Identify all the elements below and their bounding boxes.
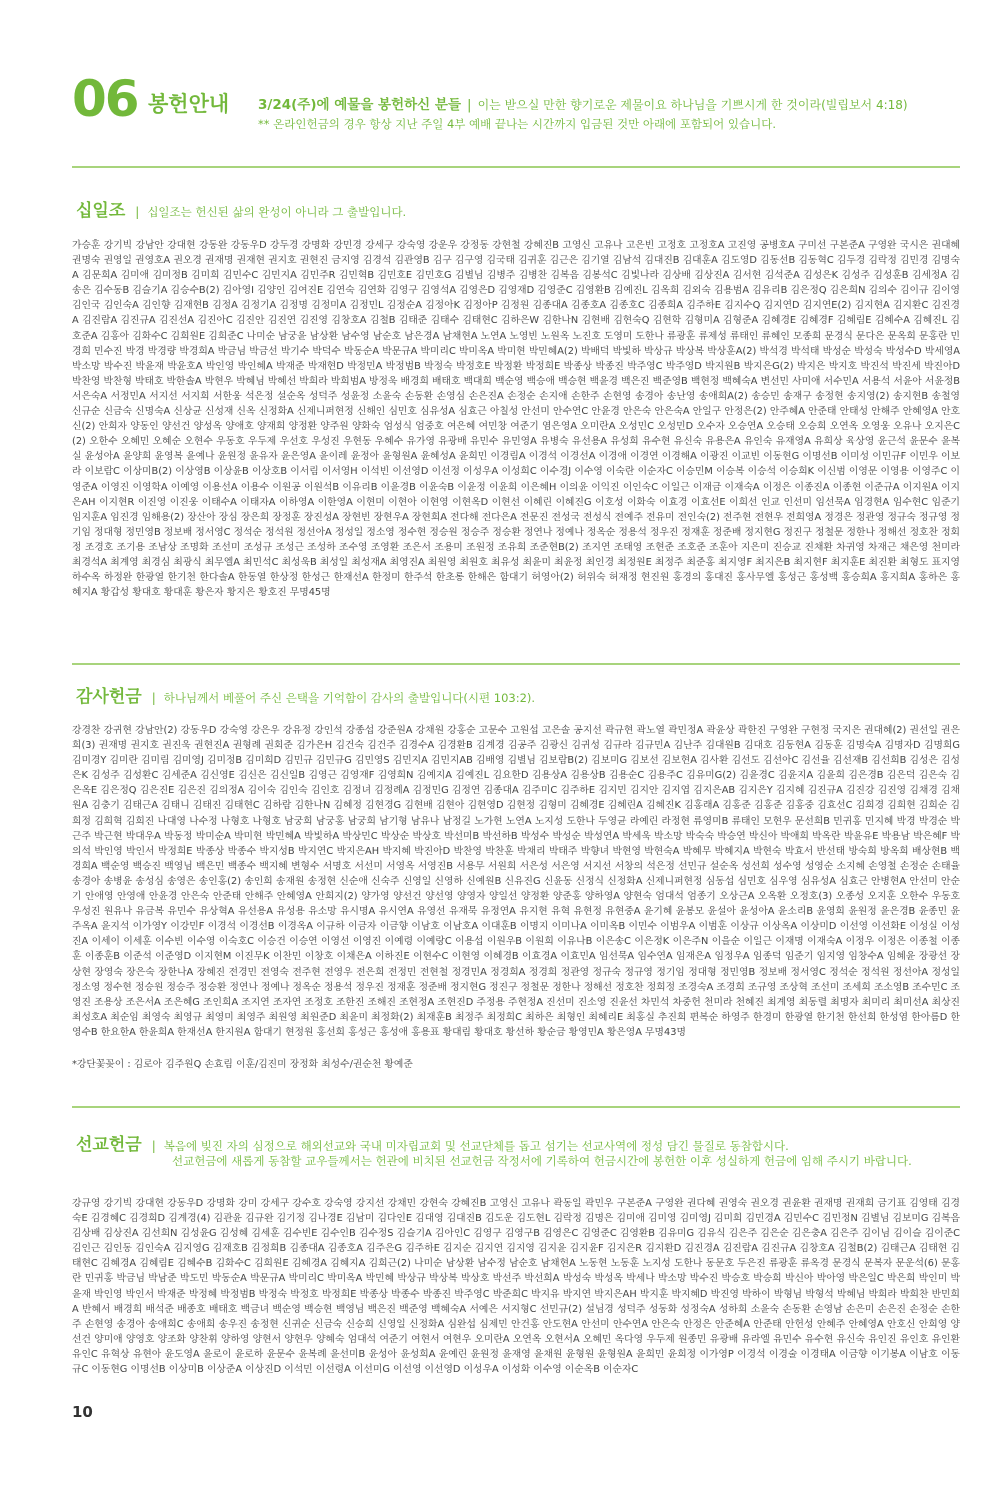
section-number: 06 [72, 70, 138, 128]
altar-flowers-footnote: *강단꽃꽂이 : 김로아 김주원Q 손효림 이훈/김진미 장정화 최성수/권순천 황예준 [72, 1059, 413, 1070]
mission-names-list: 강규영 강기빅 강대현 강동우D 강명화 강미 강세구 강수호 강숙영 강지선 강채민 강현숙 강혜진B 고영신 고유나 곽동일 곽민우 구본준A 구영완 권다혜 권영숙 권오경 권윤환 권재명 권재희 금기표 김영태 김경숙E 김경혜C 김경희D 김계경(4) 김관윤 김규완 김기정 김나경E 김남미 김다인E 김대영 김대진B 김도운 김도현L 김락정 김명은 김미애 김미영 김미영J 김미희 김민경A 김민수C 김민정N 김별님 김보미G 김복음 김상배 김상진A 김선희N 김성윤G 김성혜 김세훈 김수빈E 김수인B 김수정S 김슬기A 김아인C 김영구 김영구B 김영은C 김영준C 김영환B 김유미G 김유식 김은주 김은순 김은충A 김은주 김이님 김이슬 김이준C 김인근 김인동 김인숙A 김지영G 김재호B 김정희B 김종대A 김종호A 김주은G 김주하E 김지순 김지연 김지영 김지윤 김지윤F 김지은R 김지환D 김진경A 김진람A 김진규A 김창호A 김철B(2) 김태근A 김태현 김태현C 김혜경A 김혜림E 김혜수B 김화수C 김희원E 김혜경A 김혜지A 김희근(2) 나미순 남상환 남수정 남순호 남채현A 노동현 노동훈 노지성 도한나 동문호 두은진 류광훈 류옥경 문경식 문복자 문운석(6) 문홍란 민귀홍 박금님 박남준 박도민 박동순A 박문규A 박미리C 박미옥A 박민혜 박상규 박상복 박상호 박선주 박선희A 박성숙 박성옥 박세나 박소망 박수진 박승호 박승희 박신아 박아영 박은일C 박은희 박인미 박윤재 박인영 박인서 박재준 박정혜 박정범B 박정숙 박정호 박정희E 박종상 박종수 박종진 박주영C 박준희C 박지유 박지연 박지은AH 박지훈 박지혜D 박진영 박하이 박형님 박형석 박혜님 박희라 박희찬 반민희A 반혜서 배경희 배석준 배종호 배태호 백금녀 백순영 백승현 백영님 백은진 백준영 백혜숙A 서예은 서지형C 선민규(2) 설님경 성덕주 성동화 성정숙A 성하희 소윤숙 손동환 손영남 손은미 손은진 손정순 손한주 손현영 송경아 송애희C 송애희 송우진 송정현 신귀순 신금숙 신승희 신영일 신정화A 심완섭 심제민 안건홍 안도현A 안선미 안수연A 안은숙 안정은 안준혜A 안준태 안헌성 안혜주 안혜영A 안호신 안희영 양선건 양미애 양영호 양조화 양찬휘 양하영 양현서 양현우 양혜숙 엄대석 여준기 여현서 여현우 오미란A 오연옥 오현서A 오혜민 옥다영 우두제 원종민 유광배 유라엘 유민수 유수현 유신숙 유인진 유인호 유인환 유인C 유혁상 유현아 윤도영A 윤로이 윤로하 윤문수 윤복례 윤선미B 윤성아 윤성희A 윤예린 윤원정 윤재영 윤채원 윤형원 윤형원A 윤희민 윤희정 이가영P 이경석 이경술 이경태A 이금향 이기봉A 이남호 이동규C 이동현G 이명선B 이상미B 이상준A 이상진D 이석민 이선령A 이선미G 이선영 이선영D 이성우A 이성화 이수영 이순옥B 이순자C [72, 1198, 960, 1376]
subtitle-date: 3/24(주)에 예물을 봉헌하신 분들 [258, 97, 462, 113]
mission-title: 선교헌금 [76, 1135, 142, 1155]
tithe-names-list: 가승훈 강기빅 강남안 강대현 강동완 강동우D 강두경 강명화 강민경 강세구 강숙영 강운우 강정동 강현철 강혜진B 고영신 고유나 고은빈 고정호 고정호A 고진영 공병호A 구미선 구본준A 구영완 국시은 권대혜 권명숙 권영일 권영호A 권오경 권재명 권재현 권지호 권현진 금지영 김경석 김관영B 김구 김구영 김국태 김귀훈 김근은 김기열 김남석 김대진B 김대훈A 김도영D 김동선B 김동혁C 김두경 김락정 김민경 김명숙A 김문희A 김미애 김미정B 김미희 김민수C 김민지A 김민주R 김민혁B 김민호E 김민호G 김별님 김병주 김병찬 김복음 김봉석C 김빛나라 김상배 김상진A 김서현 김석준A 김성은K 김성주 김성훈B 김세정A 김송은 김수동B 김슬기A 김승수B(2) 김아영I 김양인 김여진E 김연숙 김연화 김영구 김영석A 김영은D 김영재D 김영준C 김영환B 김예진L 김옥희 김외숙 김용범A 김유리B 김은정Q 김은희N 김의수 김이규 김이영 김인국 김인숙A 김인향 김재현B 김정A 김정기A 김정명 김정미A 김정민L 김정순A 김정아K 김정아P 김정원 김종대A 김종호A 김종호C 김종희A 김주하E 김지수Q 김지연D 김지연E(2) 김지현A 김지환C 김진경A 김진람A 김진규A 김진선A 김진아C 김진안 김진연 김진영 김창호A 김철B 김태준 김태수 김태현C 김하은W 김한나N 김현배 김현숙Q 김현학 김형미A 김형준A 김혜경E 김혜경F 김혜림E 김혜수A 김혜진L 김호준A 김홍아 김화수C 김희원E 김희준C 나미순 남궁윤 남상환 남수영 남순호 남은경A 남채현A 노연A 노영빈 노원옥 노진호 도영미 도한나 류광훈 류제성 류태인 류혜인 모종희 문경식 문다은 문옥희 문홍란 민경희 민수진 박경 박경량 박경희A 박금님 박금선 박기수 박덕수 박동순A 박문규A 박미리C 박미옥A 박미현 박민혜A(2) 박배덕 박빛하 박상규 박상복 박상훈A(2) 박석경 박석태 박성순 박성숙 박성수D 박세영A 박소망 박수진 박윤재 박윤호A 박인영 박인혜A 박재준 박재현D 박정민A 박정범B 박정숙 박정호E 박정환 박정희E 박종상 박종진 박주영C 박주영D 박지원B 박지은G(2) 박지은 박지호 박진석 박진세 박진아D 박찬영 박찬형 박태호 박한솔A 박현우 박혜님 박혜선 박희라 박희범A 방정욱 배경희 배태호 백대희 백순영 백승애 백승현 백윤경 백은진 백준영B 백현정 백혜숙A 변선민 사미애 서수민A 서용석 서윤아 서윤정B 서은숙A 서정민A 서지선 서지희 서한웅 석은정 설순옥 성덕주 성윤정 소윤숙 손동환 손영심 손은진A 손정순 손지애 손한주 손현영 송경아 송난영 송애희A(2) 송승민 송재구 송정현 송지영(2) 송지현B 송철영 신규순 신금숙 신명숙A 신상균 신성재 신옥 신정화A 신제니퍼현정 신해인 심민호 심유성A 심효근 아칠성 안선미 안수연C 안윤경 안은숙 안은숙A 안일구 안정은(2) 안주혜A 안준태 안태성 안해주 안혜영A 안호신(2) 안희자 양동인 양선건 양성옥 양애호 양재희 양정환 양주원 양화숙 엄성식 엄중호 여은혜 여민창 여준기 염은영A 오미란A 오성민C 오성민D 오수자 오승연A 오승태 오승희 오연옥 오영웅 오유나 오지은C(2) 오한수 오혜민 오혜순 오현수 우동호 우두제 우선호 우성진 우현동 우혜수 유가영 유광배 유민수 유민영A 유병숙 유선용A 유성희 유수현 유신숙 유용은A 유인숙 유재영A 유희상 육상영 윤근석 윤문수 윤복실 윤성아A 윤양희 윤영복 윤예나 윤원정 윤유자 윤은영A 윤이레 윤정아 윤형원A 윤혜성A 윤희민 이경림A 이경석 이경선A 이경애 이경연 이경해A 이광진 이교빈 이동현G 이명선B 이미성 이민규F 이민우 이보라 이보람C 이상미B(2) 이상영B 이상윤B 이상호B 이서림 이서영H 이석빈 이선영D 이선정 이성우A 이성희C 이수경J 이수영 이숙란 이순자C 이승민M 이승복 이승석 이승희K 이신범 이영문 이영용 이영주C 이영준A 이영진 이영학A 이예영 이용선A 이용수 이원공 이원석B 이유리B 이윤경B 이윤숙B 이윤정 이윤희 이은혜H 이의윤 이익진 이인숙C 이일근 이재금 이재숙A 이정은 이종진A 이종현 이준규A 이지원A 이지은AH 이지현R 이진영 이진웅 이태수A 이태자A 이하영A 이한영A 이현미 이현아 이현영 이현옥D 이현선 이혜린 이혜진G 이호성 이화숙 이효경 이효선E 이희선 인교 인선미 임선묵A 임경현A 임수현C 임준기 임지훈A 임진경 임해용(2) 장산아 장심 장은희 장정훈 장진성A 장현빈 장현우A 장현희A 전다해 전다은A 전문진 전성국 전성식 전예주 전유미 전인숙(2) 전주현 전현우 전희영A 정경은 정관영 정규숙 정규영 정기임 정대형 정민영B 정보배 정서영C 정석순 정석원 정선아A 정성일 정소영 정수현 정승원 정승주 정승환 정연나 정예나 정옥순 정용석 정우진 정재훈 정준배 정지현G 정진구 정철문 정한나 정해선 정호찬 정회정 조경호 조기용 조남상 조명화 조선미 조성규 조성근 조성하 조수영 조영환 조은서 조용미 조원정 조유희 조준현B(2) 조지연 조태영 조현준 조호준 조훈아 지은미 진승교 진채환 차귀영 차재근 채은영 천미라 최경석A 최계영 최경심 최광식 최무엘A 최민석C 최성욱B 최성일 최성재A 최영진A 최원영 최원호 최유성 최윤미 최윤정 최인경 최정원E 최정주 최준홍 최지영F 최지은B 최지현F 최지훈E 최진환 최형도 표지영 하수옥 하정완 한광열 한기천 한다솔A 한동열 한상정 한성근 한재선A 한정미 한주석 한초롱 한해은 함대기 허영아(2) 허위숙 허재정 현진원 홍경의 홍대진 홍사무엘 홍성근 홍성백 홍승희A 홍지희A 홍하은 홍혜지A 황갑성 황대호 황대훈 황은자 황지은 황호진 무명45명 [72, 240, 960, 599]
page-header [72, 70, 952, 138]
thanks-title: 감사헌금 [76, 687, 142, 707]
tithe-description: 십일조는 헌신된 삶의 완성이 아니라 그 출발입니다. [147, 205, 407, 219]
thanks-description: 하나님께서 베풀어 주신 은택을 기억함이 감사의 출발입니다(시편 103:2). [163, 691, 536, 705]
online-offering-note: ** 온라인헌금의 경우 항상 지난 주일 4부 예배 끝나는 시간까지 입금된 것만 아래에 포함되어 있습니다. [258, 117, 777, 131]
subtitle-verse: 이는 받으실 만한 향기로운 제물이요 하나님을 기쁘시게 한 것이라(빌립보서 4:18) [477, 98, 908, 112]
page-number: 10 [72, 1403, 93, 1421]
thanks-section-header [76, 682, 535, 707]
separator-bar: | [135, 205, 140, 219]
divider [72, 1106, 960, 1108]
thanks-names-list: 강경찬 강귀현 강남안(2) 강동우D 강숙영 강은우 강유정 강인석 강종섭 강준원A 강채원 강홍순 고문수 고원섭 고은솔 공지선 곽규현 곽노열 곽민정A 곽윤상 곽한진 구영완 구현정 국지은 권대혜(2) 권선일 권은희(3) 권재명 권지호 권진욱 권현진A 권형례 권회준 김가은H 김건숙 김건주 김경수A 김경환B 김계경 김공주 김광신 김귀성 김규라 김규민A 김난주 김대원B 김대호 김동현A 김동훈 김명숙A 김명자D 김명희G 김미경Y 김미란 김미림 김미영J 김미정B 김미희D 김민규 김민규G 김민영S 김민지A 김민지AB 김배영 김별님 김보람B(2) 김보미G 김보선 김보현A 김사환 김선도 김선아C 김선율 김선재B 김선희B 김성은 김성은K 김성주 김성환C 김세준A 김신영E 김신은 김신일B 김영근 김영재F 김영희N 김예지A 김예진L 김요한D 김용상A 김용상B 김용순C 김용주C 김유미G(2) 김윤경C 김윤지A 김윤희 김은경B 김은덕 김은숙 김은옥E 김은정Q 김은진E 김은진 김의정A 김이숙 김인숙 김인호 김정녀 김정례A 김정민G 김정연 김종대A 김주미C 김주하E 김지민 김지안 김지엽 김지은AB 김지은Y 김지혜 김진규A 김진강 김진영 김채경 김채원A 김충기 김태근A 김태니 김태진 김태현C 김하람 김한나N 김혜정 김현경G 김현배 김현아 김현영D 김현정 김형미 김혜경E 김혜린A 김혜진K 김홍래A 김홍준 김홍준 김홍중 김효선C 김희경 김희현 김희순 김희정 김희혁 김희진 나대영 나수정 나형호 나형호 남궁희 남궁홍 남궁희 남기형 남유나 남정길 노가현 노연A 노지성 도한나 두영균 라예린 라정현 류영미B 류태인 모현우 문선희B 민귀홍 민지혜 박경 박경순 박근주 박근현 박대우A 박동정 박미순A 박미현 박민혜A 박빛하A 박상민C 박상순 박상호 박선미B 박선하B 박성수 박성순 박성연A 박세욱 박소망 박숙숙 박승연 박신아 박애희 박옥란 박윤유E 박용남 박은혜F 박의석 박인영 박인서 박정희E 박종상 박종수 박지성B 박지연C 박지은AH 박지혜 박진아D 박찬영 박찬훈 박채리 박태주 박향녀 박현영 박현숙A 박혜무 박혜지A 박현숙 박효서 반선태 방숙희 방옥희 배상현B 백경희A 백순영 백승진 백영님 백은민 백종수 백지혜 변형수 서명호 서선미 서영옥 서영진B 서용무 서원희 서은성 서은영 서지선 서창의 석은정 선민규 설순옥 성선희 성수영 성영순 소지혜 손영철 손정순 손태율 송경아 송병윤 송성심 송영은 송인홍(2) 송인희 송재원 송정현 신순애 신숙주 신영일 신영하 신예원B 신유진G 신윤동 신정식 신정화A 신제니퍼현정 심동섭 심민호 심우영 심유성A 심효근 안병현A 안선미 안순기 안애영 안영애 안윤경 안은숙 안준태 안해주 안혜영A 안희지(2) 양가영 양선건 양선영 양영자 양일선 양정환 양준홍 양하영A 양현숙 엄대석 엄종기 오상근A 오옥환 오정호(3) 오종성 오지훈 오한수 우동호 우성진 원유나 유금복 유민수 유상혁A 유선용A 유성용 유소망 유시명A 유시연A 유영선 유재묵 유정연A 유지현 유혁 유현정 유현중A 윤기혜 윤봉모 윤설아 윤성아A 윤소리B 윤영희 윤원정 윤은경B 윤종민 윤주옥A 윤지석 이가영Y 이강민F 이경석 이경선B 이경옥A 이규하 이금자 이금향 이남호 이남호A 이대훈B 이명지 이미나A 이미옥B 이민수 이범우A 이범훈 이상규 이상옥A 이상미D 이선영 이선화E 이성실 이성진A 이세이 이세훈 이수빈 이수영 이숙호C 이승건 이승연 이영선 이영진 이예령 이예랑C 이용섭 이원우B 이원희 이유나B 이은송C 이은정K 이은주N 이을순 이일근 이재명 이재숙A 이정우 이정은 이종철 이종훈 이종훈B 이준석 이준영D 이지현M 이진무K 이찬민 이창호 이채은A 이하진E 이현수C 이현영 이혜경B 이효경A 이효민A 임선묵A 임수연A 임재은A 임정우A 임종덕 임준기 임지영 임창수A 임혜윤 장광선 장상현 장영숙 장은숙 장한나A 장혜진 전경민 전영숙 전주현 전영우 전은희 전정민 전현철 정경민A 정경희A 정경희 정관영 정규숙 정규영 정기임 정대형 정민영B 정보배 정서영C 정석순 정석원 정선아A 정성일 정소영 정수현 정승원 정승주 정승환 정연나 정예나 정옥순 정용석 정우진 정재훈 정준배 정지현G 정진구 정철문 정한나 정해선 정호찬 정희정 조경숙A 조경희 조규영 조상혁 조선미 조세희 조소영B 조수민C 조영진 조용상 조은서A 조은혜G 조인희A 조지연 조자연 조정호 조한진 조해진 조현정A 조현진D 주정용 주현정A 진선미 진소영 진윤선 차민석 차중헌 천미라 천혜진 최계영 최동렬 최명자 최미리 최미선A 최상진 최성호A 최순임 최영숙 최영규 최영미 최영주 최원영 최원준D 최윤미 최정화(2) 최재훈B 최정주 최정희C 최하은 최형인 최혜리E 최홍실 추진희 편복순 하영주 한경미 한광열 한기천 한선희 한성염 한아름D 한영수B 한요한A 한윤희A 한재선A 한지원A 함대기 현정원 홍선희 홍성근 홍성애 홍용표 황대림 황대호 황선하 황순금 황영민A 황은영A 무명43명 [72, 725, 960, 1038]
mission-description-2: 선교헌금에 새롭게 동참할 교우들께서는 헌관에 비치된 선교헌금 작정서에 기록하여 헌금시간에 봉헌한 이후 성실하게 헌금에 임해 주시기 바랍니다. [172, 1154, 912, 1168]
mission-section-header [76, 1130, 789, 1155]
page-title: 봉헌안내 [148, 92, 230, 116]
separator-bar: | [151, 691, 156, 705]
mission-description: 복음에 빚진 자의 심정으로 해외선교와 국내 미자립교회 및 선교단체를 돕고 섬기는 선교사역에 정성 담긴 물질로 동참합시다. [163, 1139, 789, 1153]
page-subtitle [258, 93, 908, 113]
divider [72, 663, 960, 665]
divider [72, 166, 960, 168]
tithe-title: 십일조 [76, 201, 126, 221]
separator-bar: | [467, 97, 472, 113]
separator-bar: | [151, 1139, 156, 1153]
tithe-section-header [76, 196, 406, 221]
